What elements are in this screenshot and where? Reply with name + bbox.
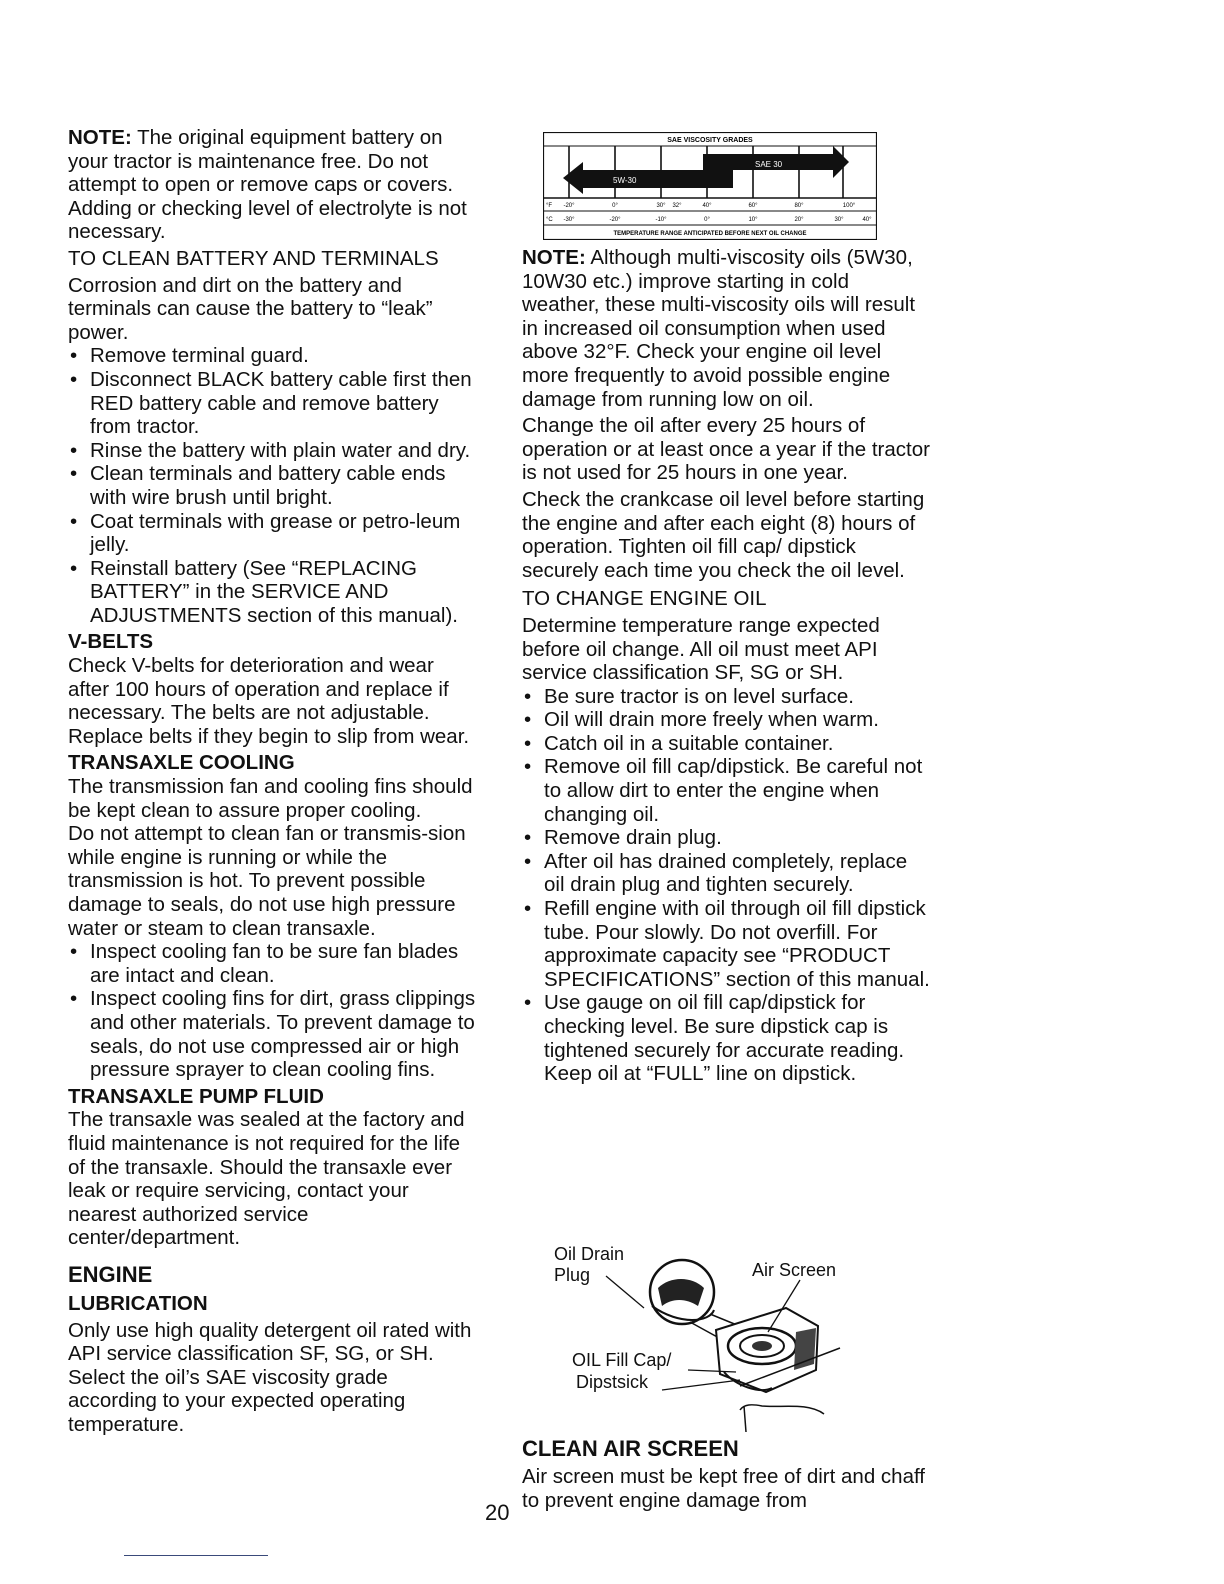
viscosity-note bbox=[522, 246, 932, 411]
change-intro: Determine temperature range expected before oil change. All oil must meet API service classification SF, SG or SH. bbox=[522, 613, 880, 685]
f-tick: 0° bbox=[612, 203, 618, 209]
f-tick: 80° bbox=[794, 203, 804, 209]
battery-heading: TO CLEAN BATTERY AND TERMINALS bbox=[68, 246, 439, 270]
note-label: NOTE: bbox=[68, 126, 132, 149]
viscosity-chart bbox=[543, 132, 877, 240]
c-tick: -20° bbox=[609, 217, 621, 223]
f-tick: 60° bbox=[748, 203, 758, 209]
list-item: • Inspect cooling fan to be sure fan blades are intact and clean. bbox=[70, 940, 459, 987]
note-label: NOTE: bbox=[522, 246, 586, 269]
battery-intro: Corrosion and dirt on the battery and terminals can cause the battery to “leak” power. bbox=[68, 273, 433, 344]
vbelts-heading: V-BELTS bbox=[68, 630, 154, 654]
c-tick: 40° bbox=[862, 217, 872, 223]
c-tick: -10° bbox=[655, 217, 667, 223]
f-tick: -20° bbox=[563, 203, 575, 209]
list-item: • Be sure tractor is on level surface. bbox=[524, 684, 854, 708]
list-item: • Coat terminals with grease or petro-leum jelly. bbox=[70, 509, 461, 557]
air-screen-text: Air screen must be kept free of dirt and chaff to prevent engine damage from bbox=[522, 1465, 925, 1512]
list-item: • Use gauge on oil fill cap/dipstick for checking level. Be sure dipstick cap is tightened securely for accurate reading. Keep oil at “FULL” line on dipstick. bbox=[524, 991, 905, 1086]
list-item: • Reinstall battery (See “REPLACING BATTERY” in the SERVICE AND ADJUSTMENTS section of this manual). bbox=[70, 556, 458, 627]
c-tick: 30° bbox=[834, 217, 844, 223]
list-item: • Remove terminal guard. bbox=[70, 344, 309, 368]
lubrication-heading: LUBRICATION bbox=[68, 1291, 208, 1315]
chart-title: SAE VISCOSITY GRADES bbox=[667, 137, 753, 144]
footer-divider bbox=[124, 1555, 268, 1556]
engine-diagram bbox=[540, 1236, 860, 1436]
list-item: • Remove drain plug. bbox=[524, 826, 722, 850]
list-item: • Catch oil in a suitable container. bbox=[524, 731, 834, 755]
battery-steps bbox=[68, 344, 480, 627]
c-tick: -30° bbox=[563, 217, 575, 223]
cooling-warning: Do not attempt to clean fan or transmis-sion while engine is running or while the transmission is hot. To prevent possible damage to seals, do not use high pressure water or steam to clean transaxle. bbox=[68, 822, 466, 940]
cooling-steps bbox=[68, 940, 480, 1082]
f-tick: 40° bbox=[702, 203, 712, 209]
list-item: • After oil has drained completely, replace oil drain plug and tighten securely. bbox=[524, 849, 908, 897]
cooling-heading: TRANSAXLE COOLING bbox=[68, 751, 295, 775]
c-tick: 10° bbox=[748, 217, 758, 223]
cooling-text: The transmission fan and cooling fins should be kept clean to assure proper cooling. bbox=[68, 775, 473, 822]
note-text: Although multi-viscosity oils (5W30, 10W30 etc.) improve starting in cold weather, these multi-viscosity oils will result in increased oil consumption when used above 32°F. Check your engine oil level more frequently to avoid possible engine damage from running low on oil. bbox=[522, 246, 916, 411]
left-column bbox=[68, 126, 480, 1436]
vbelts-text: Check V-belts for deterioration and wear after 100 hours of operation and replace if necessary. The belts are not adjustable. Replace belts if they begin to slip from wear. bbox=[68, 654, 470, 748]
check-level: Check the crankcase oil level before starting the engine and after each eight (8) hours of operation. Tighten oil fill cap/ dipstick securely each time you check the oil level. bbox=[522, 487, 925, 582]
battery-note bbox=[68, 126, 480, 244]
note-text: The original equipment battery on your tractor is maintenance free. Do not attempt to open or remove caps or covers. Adding or checking level of electrolyte is not necessary. bbox=[68, 126, 467, 244]
f-tick: 100° bbox=[842, 203, 856, 209]
list-item: • Rinse the battery with plain water and dry. bbox=[70, 438, 471, 462]
fill-cap-label: OIL Fill Cap/ bbox=[572, 1350, 672, 1370]
right-column bbox=[522, 246, 932, 1086]
list-item: • Oil will drain more freely when warm. bbox=[524, 708, 879, 732]
change-steps bbox=[522, 685, 932, 1086]
c-unit: °C bbox=[546, 217, 553, 223]
c-tick: 20° bbox=[794, 217, 804, 223]
pump-heading: TRANSAXLE PUMP FLUID bbox=[68, 1084, 324, 1108]
change-heading: TO CHANGE ENGINE OIL bbox=[522, 587, 767, 611]
air-screen-section bbox=[522, 1436, 932, 1512]
pump-text: The transaxle was sealed at the factory and fluid maintenance is not required for the life of the transaxle. Should the transaxle ever leak or require servicing, contact your nearest authorized service center/department. bbox=[68, 1108, 465, 1250]
page-number: 20 bbox=[485, 1500, 510, 1525]
oil-drain-plug-label: Oil Drain Plug bbox=[554, 1244, 625, 1285]
list-item: • Clean terminals and battery cable ends with wire brush until bright. bbox=[70, 462, 446, 509]
list-item: • Refill engine with oil through oil fill dipstick tube. Pour slowly. Do not overfill. For approximate capacity see “PRODUCT SPECIFICATIONS” section of this manual. bbox=[524, 897, 930, 991]
f-unit: °F bbox=[546, 203, 553, 209]
f-tick: 32° bbox=[672, 203, 682, 209]
change-interval: Change the oil after every 25 hours of operation or at least once a year if the tractor is not used for 25 hours in one year. bbox=[522, 414, 930, 485]
lubrication-text: Only use high quality detergent oil rated with API service classification SF, SG, or SH. Select the oil’s SAE viscosity grade according to your expected operating temperature. bbox=[68, 1318, 472, 1436]
air-screen-label: Air Screen bbox=[752, 1260, 837, 1280]
grade-high-label: SAE 30 bbox=[755, 160, 783, 169]
f-tick: 30° bbox=[656, 203, 666, 209]
chart-footer: TEMPERATURE RANGE ANTICIPATED BEFORE NEXT OIL CHANGE bbox=[613, 231, 807, 237]
list-item: • Disconnect BLACK battery cable first then RED battery cable and remove battery from tractor. bbox=[70, 367, 472, 439]
list-item: • Remove oil fill cap/dipstick. Be careful not to allow dirt to enter the engine when changing oil. bbox=[524, 755, 923, 826]
engine-heading: ENGINE bbox=[68, 1261, 153, 1287]
c-tick: 0° bbox=[704, 217, 710, 223]
grade-low-label: 5W-30 bbox=[613, 176, 637, 185]
air-screen-heading: CLEAN AIR SCREEN bbox=[522, 1436, 739, 1461]
list-item: • Inspect cooling fins for dirt, grass clippings and other materials. To prevent damage to seals, do not use compressed air or high pressure sprayer to clean cooling fins. bbox=[70, 987, 476, 1082]
dipstick-label: Dipstsick bbox=[576, 1372, 649, 1392]
